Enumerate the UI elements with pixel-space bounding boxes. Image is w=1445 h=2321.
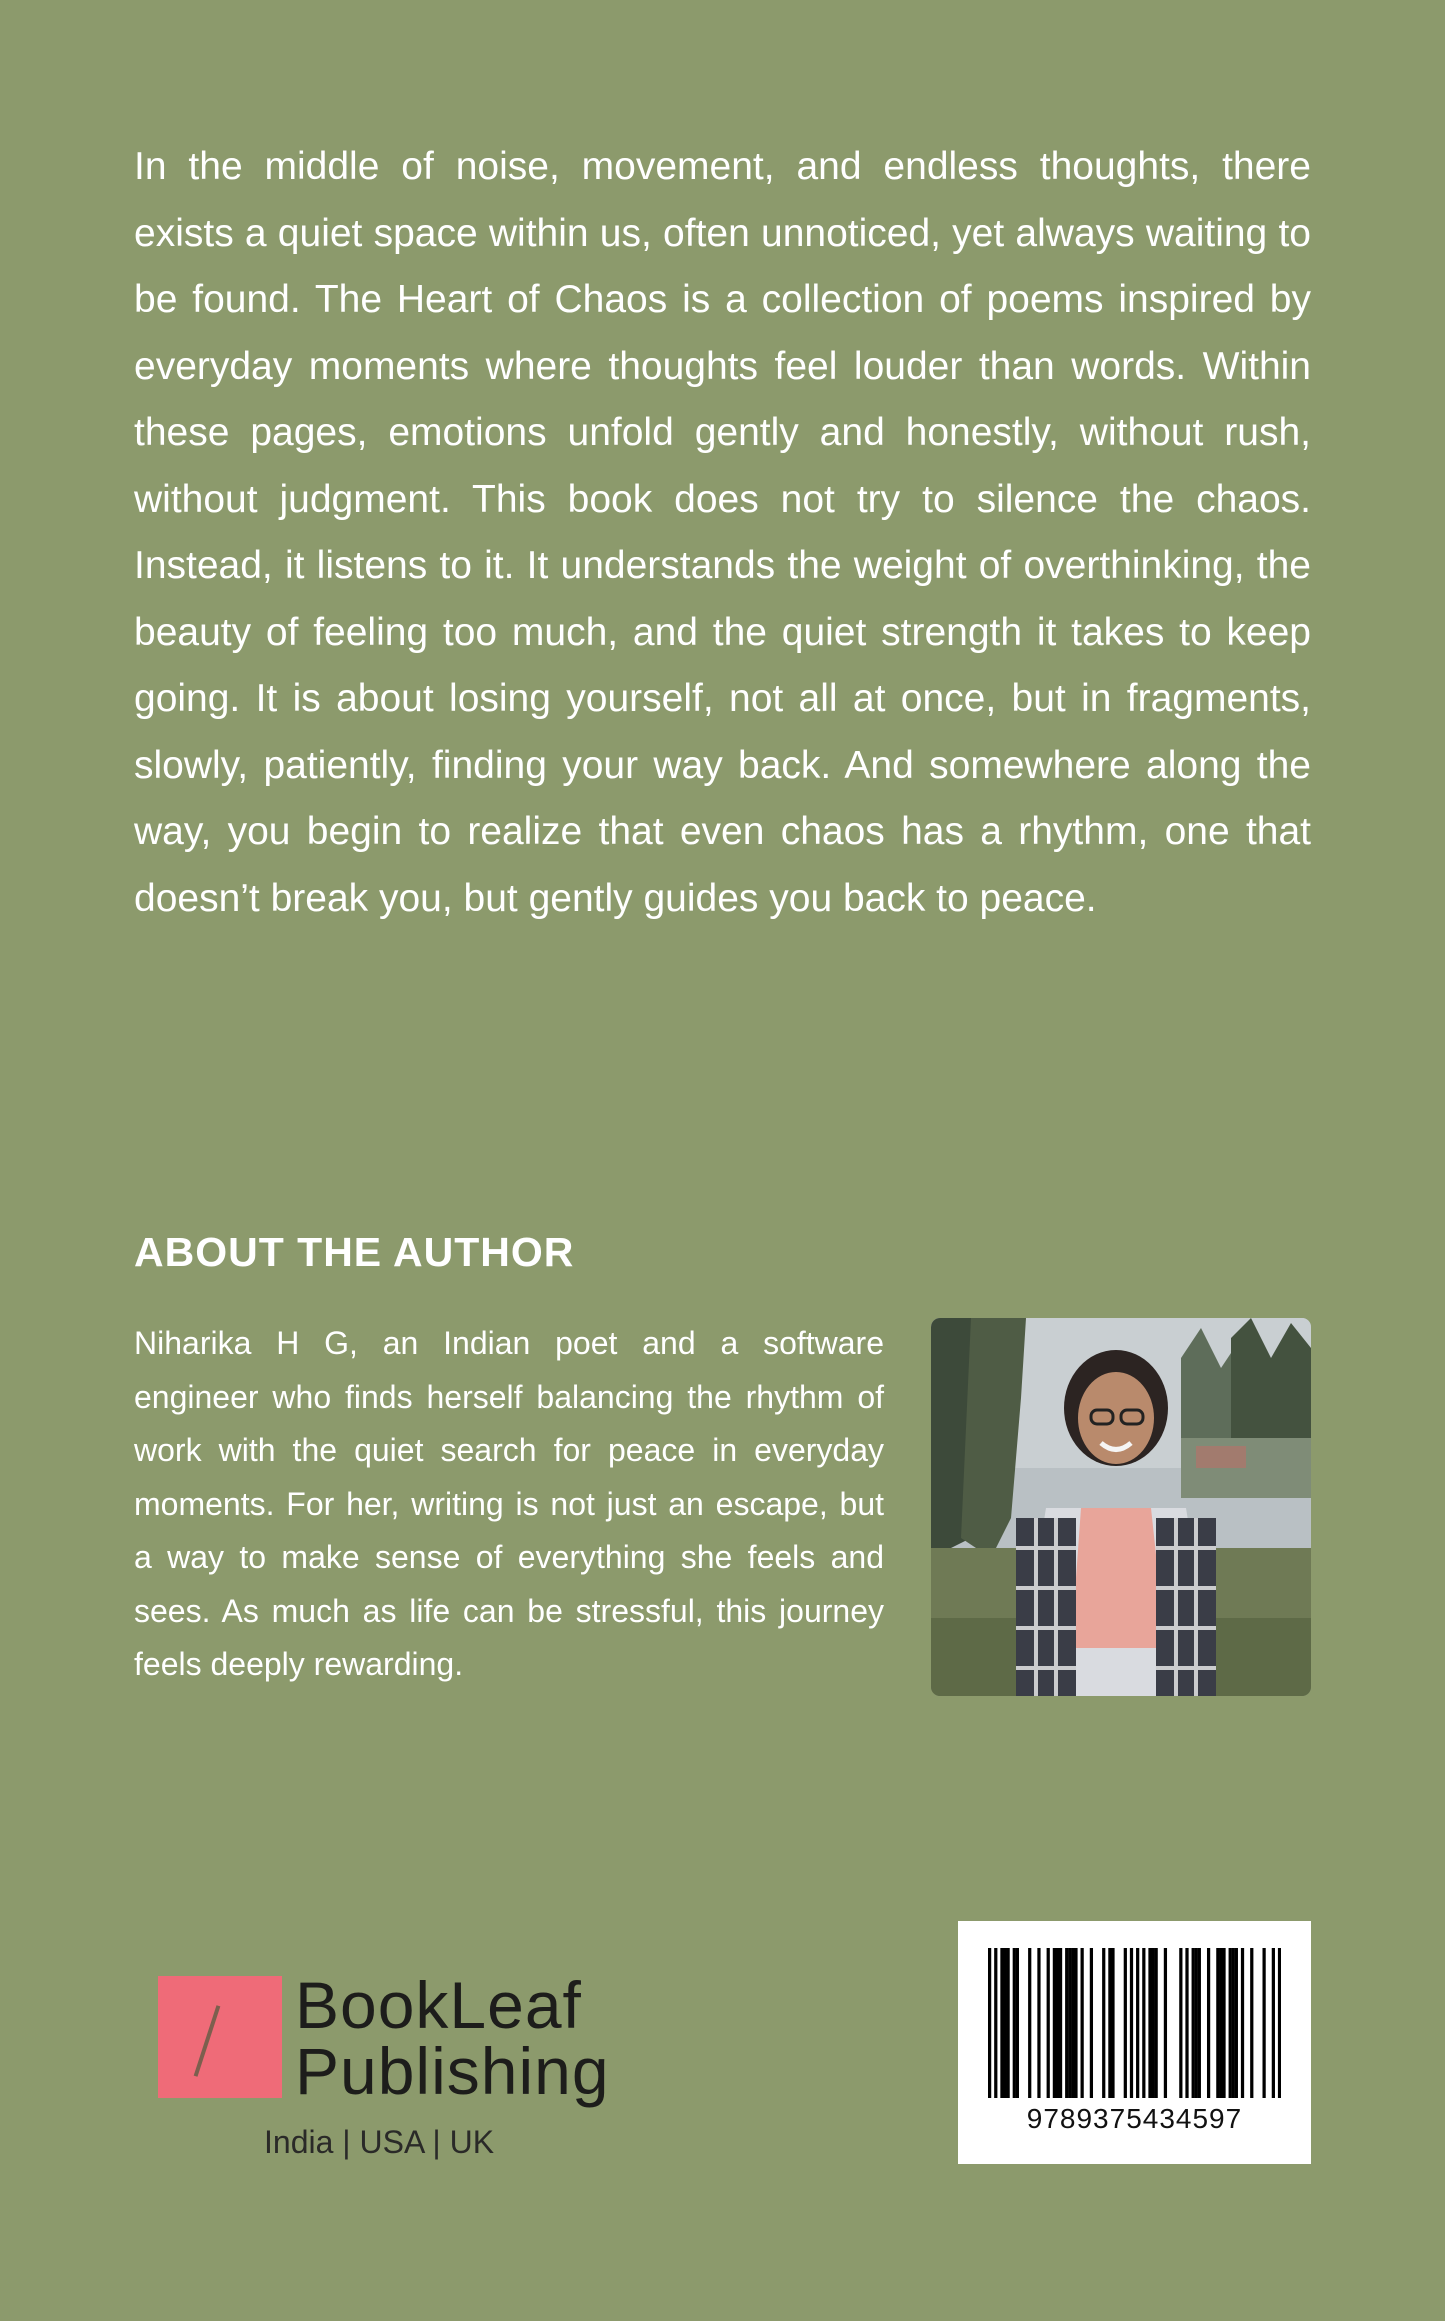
author-bio: Niharika H G, an Indian poet and a software engineer who finds herself balancing the rhythm of work with the quiet search for peace in everyday moments. For her, writing is not just an escape, but a way to make sense of everything she feels and sees. As much as life can be stressful, this journey feels deeply rewarding. [134,1325,884,1682]
barcode-bar [1250,1948,1253,2098]
barcode-bar [994,1948,997,2098]
isbn-number: 9789375434597 [1026,2103,1243,2134]
barcode-bar [1232,1948,1235,2098]
barcode-bar [1013,1948,1016,2098]
publisher-logo [158,1970,618,2170]
publisher-name-line2: Publishing [295,2034,610,2108]
barcode-bar [1229,1948,1232,2098]
barcode-bar [1272,1948,1275,2098]
barcode-bar [1195,1948,1198,2098]
barcode-bar [1108,1948,1111,2098]
about-author-heading: ABOUT THE AUTHOR [134,1229,575,1275]
barcode-bar [1081,1948,1084,2098]
barcode-bar [1028,1948,1031,2098]
isbn-barcode [958,1921,1311,2164]
barcode-bar [1071,1948,1074,2098]
publisher-name-line1: BookLeaf [295,1968,582,2042]
barcode-bar [1148,1948,1151,2098]
barcode-bar [1003,1948,1006,2098]
leaf-logo-icon [158,1976,282,2098]
barcode-bar [1056,1948,1059,2098]
back-cover-blurb: In the middle of noise, movement, and endless thoughts, there exists a quiet space within us, often unnoticed, yet always waiting to be found. The Heart of Chaos is a collection of poems inspired by everyday moments where thoughts feel louder than words. Within these pages, emotions unfold gently and honestly, without rush, without judgment. This book does not try to silence the chaos. Instead, it listens to it. It understands the weight of overthinking, the beauty of feeling too much, and the quiet strength it takes to keep going. It is about losing yourself, not all at once, but in fragments, slowly, patiently, finding your way back. And somewhere along the way, you begin to realize that even chaos has a rhythm, one that doesn’t break you, but gently guides you back to peace. [134,145,1311,920]
author-photo-image [931,1318,1311,1696]
barcode-bar [1000,1948,1003,2098]
publisher-regions: India | USA | UK [264,2124,495,2160]
barcode-bar [1065,1948,1068,2098]
barcode-bar [1241,1948,1244,2098]
barcode-bar [1185,1948,1188,2098]
barcode-bar [1262,1948,1265,2098]
barcode-bar [1016,1948,1019,2098]
barcode-bar [1278,1948,1281,2098]
barcode-bar [1130,1948,1133,2098]
barcode-bar [1222,1948,1225,2098]
barcode-bar [1142,1948,1145,2098]
barcode-bar [1007,1948,1010,2098]
barcode-bar [1037,1948,1040,2098]
barcode-bar [1155,1948,1158,2098]
barcode-bar [1216,1948,1219,2098]
barcode-bar [1053,1948,1056,2098]
barcode-icon [988,1948,1281,2098]
barcode-bar [1074,1948,1077,2098]
barcode-bar [1219,1948,1222,2098]
barcode-bar [1124,1948,1127,2098]
barcode-bar [1090,1948,1093,2098]
barcode-bar [988,1948,991,2098]
barcode-bar [1164,1948,1167,2098]
author-photo [931,1318,1311,1696]
barcode-bar [1198,1948,1201,2098]
barcode-bar [1102,1948,1105,2098]
barcode-bar [1047,1948,1050,2098]
barcode-bar [1059,1948,1062,2098]
barcode-bar [1111,1948,1114,2098]
barcode-bar [1136,1948,1139,2098]
barcode-bar [1068,1948,1071,2098]
barcode-bar [1192,1948,1195,2098]
barcode-bar [1151,1948,1154,2098]
barcode-bar [1179,1948,1182,2098]
barcode-bar [1235,1948,1238,2098]
barcode-bar [1207,1948,1210,2098]
